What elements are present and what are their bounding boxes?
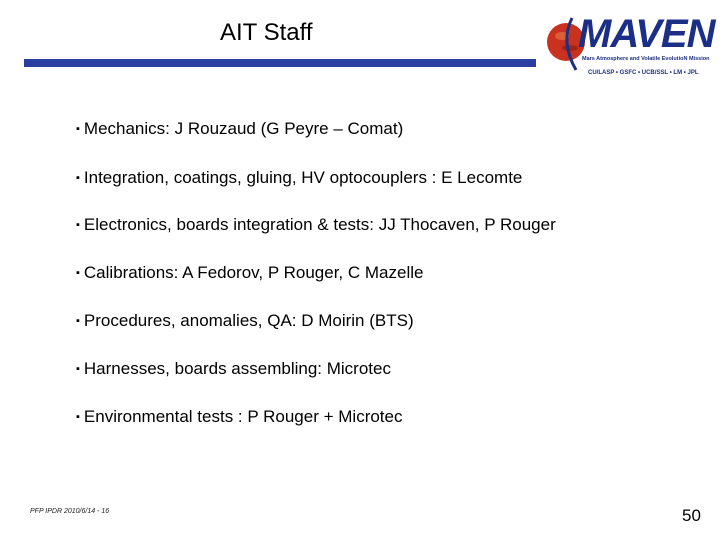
bullet-item [76, 118, 403, 140]
bullet-text: Mechanics: J Rouzaud (G Peyre – Comat) [83, 119, 404, 138]
bullet-item [76, 167, 522, 189]
slide-title: AIT Staff [220, 19, 313, 46]
bullet-mark: ▪ [76, 315, 80, 327]
bullet-mark: ▪ [76, 123, 80, 135]
bullet-mark: ▪ [76, 172, 80, 184]
bullet-mark: ▪ [76, 219, 80, 231]
bullet-text: Integration, coatings, gluing, HV optocouplers : E Lecomte [83, 168, 523, 187]
bullet-item [76, 310, 414, 332]
bullet-text: Electronics, boards integration & tests: JJ Thocaven, P Rouger [83, 215, 556, 234]
page-number: 50 [682, 506, 701, 525]
logo-subtitle: Mars Atmosphere and Volatile EvolutioN Mission [582, 56, 710, 62]
bullet-text: Harnesses, boards assembling: Microtec [83, 359, 391, 378]
bullet-item [76, 214, 556, 236]
logo-partners: CU/LASP • GSFC • UCB/SSL • LM • JPL [588, 70, 699, 76]
bullet-mark: ▪ [76, 411, 80, 423]
bullet-mark: ▪ [76, 363, 80, 375]
maven-logo [540, 6, 715, 84]
logo-word: MAVEN [578, 12, 715, 56]
footer-text: PFP IPDR 2010/6/14 - 16 [30, 508, 110, 515]
bullet-mark: ▪ [76, 267, 80, 279]
bullet-item [76, 262, 423, 284]
title-rule [24, 59, 536, 67]
bullet-text: Environmental tests : P Rouger + Microtec [83, 407, 403, 426]
bullet-item [76, 358, 391, 380]
bullet-item [76, 406, 402, 428]
bullet-text: Calibrations: A Fedorov, P Rouger, C Mazelle [83, 263, 424, 282]
bullet-text: Procedures, anomalies, QA: D Moirin (BTS) [83, 311, 414, 330]
